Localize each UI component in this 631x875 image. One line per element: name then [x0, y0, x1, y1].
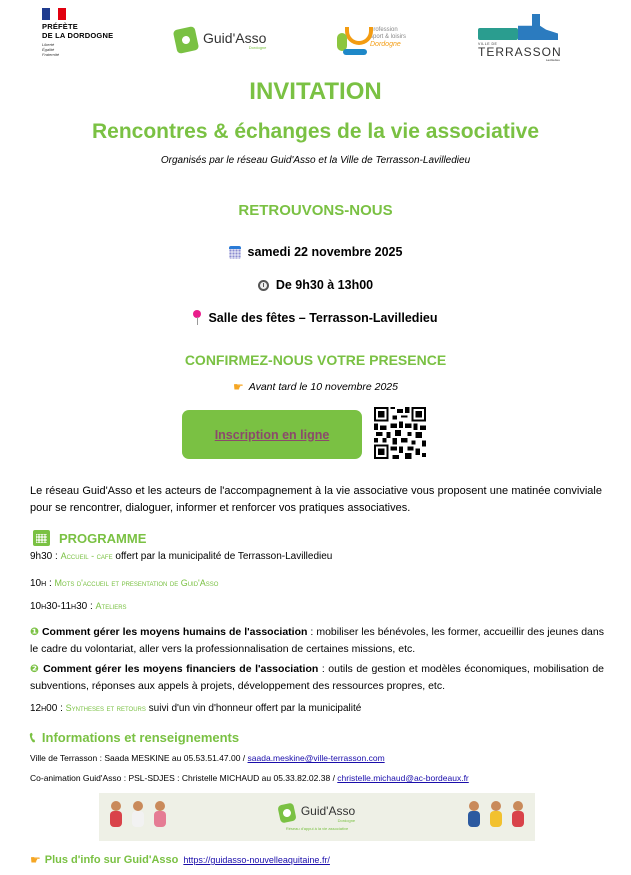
- programme-heading-text: PROGRAMME: [59, 530, 147, 546]
- prefete-title-1: PRÉFÈTE: [42, 22, 78, 31]
- programme-item: [30, 549, 604, 564]
- programme-item: [30, 701, 604, 716]
- guidasso-logo: [175, 28, 266, 52]
- psl-line2: sport & loisirs: [370, 34, 407, 40]
- inscription-button[interactable]: Inscription en ligne: [182, 410, 362, 459]
- programme-item: [30, 576, 604, 591]
- pointing-hand-icon: ☛: [232, 380, 244, 394]
- retrouvons-heading: RETROUVONS-NOUS: [238, 202, 393, 219]
- motto-1: Liberté: [42, 42, 55, 47]
- workshop-text: : mobiliser les bénévoles, les former, accueillir des jeunes dans le cadre du volontariat, aller vers la professionnalisation de certaines missions, etc.: [30, 626, 604, 655]
- programme-label: Accueil - cafe: [60, 551, 113, 561]
- prefete-logo: [42, 8, 137, 57]
- people-illustration-right: [467, 801, 525, 833]
- email-link[interactable]: christelle.michaud@ac-bordeaux.fr: [337, 773, 469, 783]
- french-flag-icon: [42, 8, 66, 20]
- terrasson-castle-icon: [478, 14, 560, 40]
- terrasson-name: TERRASSON: [478, 45, 562, 59]
- calendar-grid-icon: [33, 530, 50, 546]
- guidasso-sub: Dordogne: [248, 44, 267, 50]
- deadline-text: Avant tard le 10 novembre 2025: [248, 381, 398, 393]
- programme-rest: suivi d'un vin d'honneur offert par la municipalité: [145, 703, 362, 714]
- number-two-icon: ❷: [30, 663, 40, 675]
- motto-2: Égalité: [42, 47, 55, 52]
- event-place: [0, 310, 631, 325]
- contact-text: Ville de Terrasson : Saada MESKINE au 05.53.51.47.00 /: [30, 753, 248, 763]
- info-heading: [30, 729, 239, 746]
- event-time: [0, 278, 631, 292]
- banner-name: Guid'Asso: [300, 803, 356, 818]
- terrasson-sub: Lavilledieu: [545, 58, 560, 62]
- terrasson-villede: VILLE DE: [478, 42, 498, 46]
- event-date: [0, 245, 631, 259]
- location-pin-icon: [193, 310, 201, 325]
- guidasso-leaf-icon: [277, 803, 296, 824]
- programme-time: 10h :: [30, 578, 55, 589]
- banner-tagline: Réseau d'appui à la vie associative: [285, 825, 349, 831]
- psl-mark-icon: [337, 27, 367, 57]
- guidasso-name: Guid'Asso: [203, 29, 267, 46]
- event-time-text: De 9h30 à 13h00: [275, 278, 374, 292]
- psl-line1: profession: [370, 27, 398, 33]
- website-link[interactable]: https://guidasso-nouvelleaquitaine.fr/: [183, 855, 330, 865]
- workshop-item: [30, 661, 604, 695]
- people-illustration-left: [109, 801, 167, 833]
- event-place-text: Salle des fêtes – Terrasson-Lavilledieu: [208, 310, 438, 325]
- page-subtitle: Rencontres & échanges de la vie associative: [91, 120, 540, 143]
- banner-sub: Dordogne: [337, 817, 356, 823]
- motto-3: Fraternité: [42, 52, 60, 57]
- terrasson-logo: [478, 14, 560, 62]
- intro-paragraph: Le réseau Guid'Asso et les acteurs de l'accompagnement à la vie associative vous proposent une matinée conviviale pour se rencontrer, dialoguer, informer et renforcer vos pratiques associatives.: [30, 485, 602, 514]
- workshop-item: [30, 624, 604, 658]
- guidasso-banner: [99, 793, 535, 841]
- page-title: INVITATION: [249, 78, 382, 105]
- programme-time: 12h00 :: [30, 703, 66, 714]
- phone-icon: 📞︎: [30, 729, 35, 745]
- calendar-icon: [229, 246, 241, 259]
- organisers-line: Organisés par le réseau Guid'Asso et la Ville de Terrasson-Lavilledieu: [160, 155, 471, 166]
- programme-rest: offert par la municipalité de Terrasson-Lavilledieu: [112, 551, 333, 562]
- psl-logo: [337, 27, 406, 57]
- programme-label: Syntheses et retours: [65, 703, 146, 713]
- email-link[interactable]: saada.meskine@ville-terrasson.com: [247, 753, 385, 763]
- confirm-heading: CONFIRMEZ-NOUS VOTRE PRESENCE: [184, 352, 447, 368]
- guidasso-leaf-icon: [173, 26, 200, 54]
- clock-icon: [258, 280, 269, 291]
- info-heading-text: Informations et renseignements: [41, 730, 240, 745]
- event-date-text: samedi 22 novembre 2025: [247, 245, 403, 259]
- programme-heading: [33, 530, 146, 546]
- workshop-title: Comment gérer les moyens humains de l'association: [41, 626, 308, 638]
- number-one-icon: ❶: [30, 626, 39, 638]
- programme-item: [30, 599, 604, 614]
- programme-label: Ateliers: [95, 601, 127, 611]
- more-info-line: [30, 853, 330, 867]
- deadline-line: [0, 380, 631, 394]
- workshop-title: Comment gérer les moyens financiers de l'association: [43, 663, 319, 675]
- pointing-hand-icon: ☛: [30, 853, 41, 867]
- qr-code: [374, 407, 426, 459]
- programme-time: 10h30-11h30 :: [30, 601, 96, 612]
- psl-line3: Dordogne: [370, 41, 401, 48]
- programme-label: Mots d'accueil et presentation de Guid'Asso: [54, 578, 219, 588]
- prefete-title-2: DE LA DORDOGNE: [42, 31, 114, 40]
- programme-time: 9h30 :: [30, 551, 61, 562]
- contact-text: Co-animation Guid'Asso : PSL-SDJES : Christelle MICHAUD au 05.33.82.02.38 /: [30, 773, 338, 783]
- contact-line: [30, 753, 385, 763]
- more-info-label: Plus d'info sur Guid'Asso: [44, 854, 179, 866]
- contact-line: [30, 773, 469, 783]
- workshop-text: : outils de gestion et modèles économiques, mobilisation de subventions, réponses aux appels à projets, développement des ressources propres, etc.: [30, 663, 605, 692]
